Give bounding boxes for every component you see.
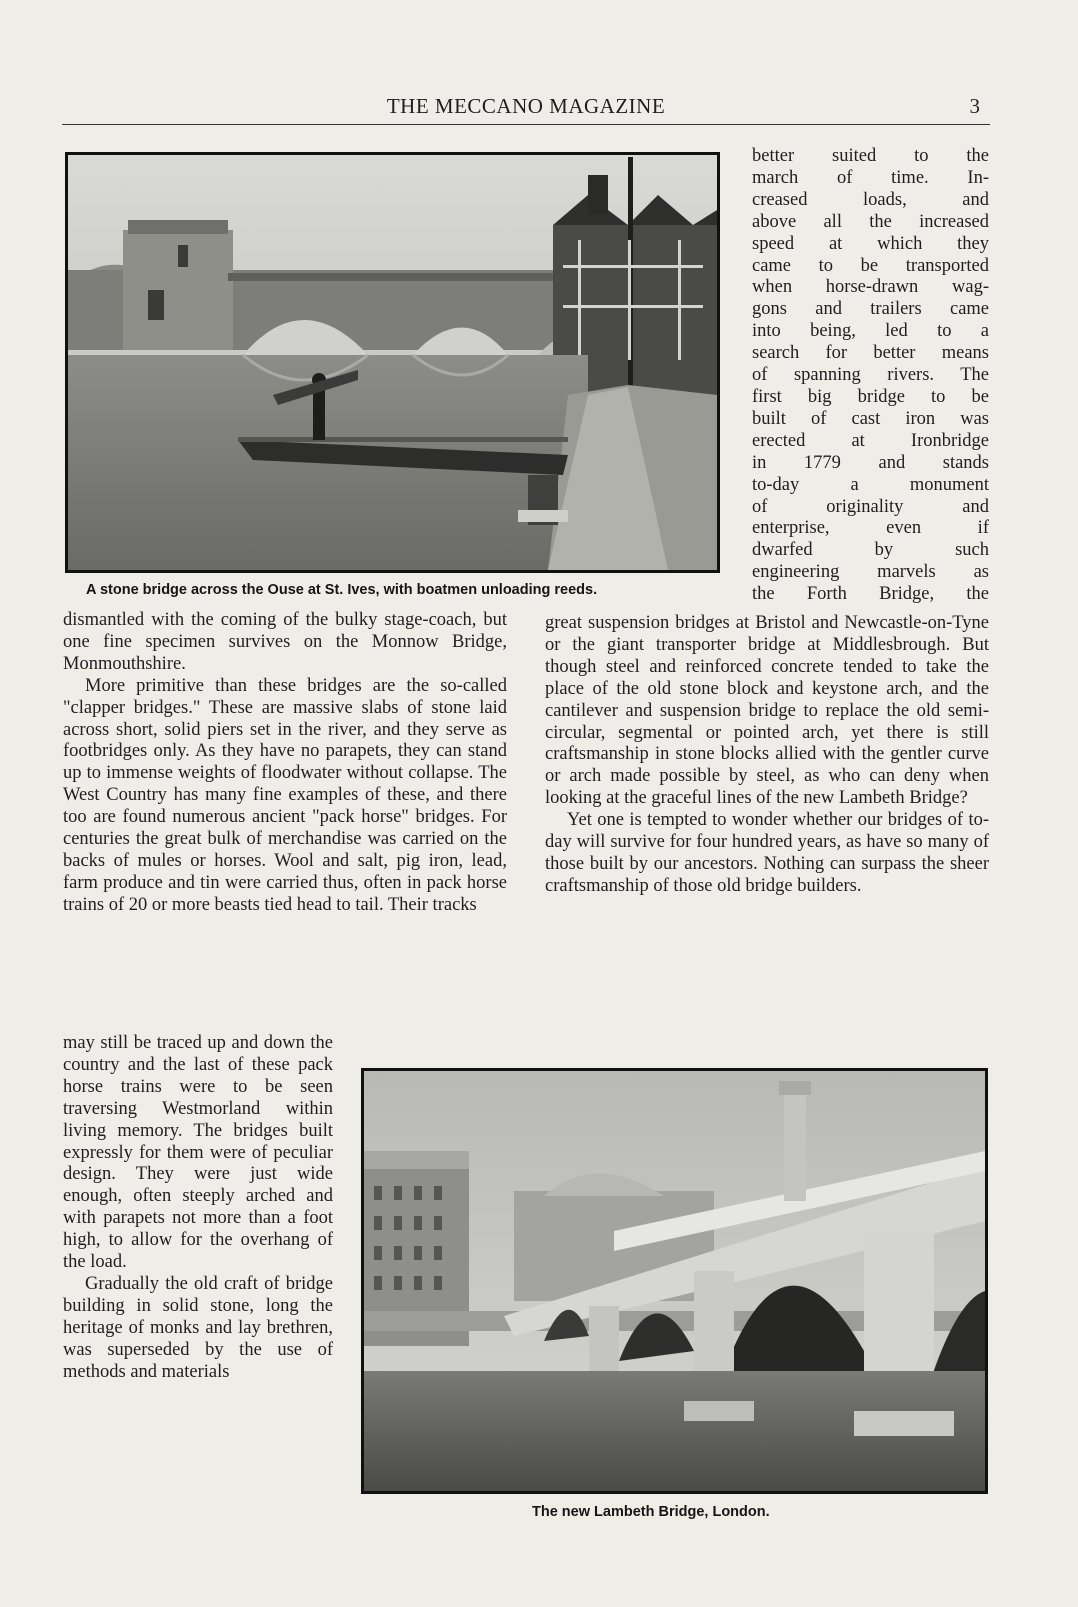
top-right-line: when horse-drawn wag- [752,277,989,298]
top-right-line: first big bridge to be [752,386,989,407]
top-right-line: better suited to the [752,146,989,166]
lambeth-bridge-photo [361,1068,988,1494]
top-right-line: speed at which they [752,233,989,254]
top-right-line: to-day a monument [752,474,989,495]
paragraph-survive: Yet one is tempted to wonder whether our bridges of to-day will survive for four hundred years, as have so many of those built by our ancestors. Nothing can surpass the sheer craftsmanship of those old bridge builders. [545,810,989,896]
top-right-line: the Forth Bridge, the [752,584,989,605]
paragraph-stage-coach: dismantled with the coming of the bulky stage-coach, but one fine specimen survives on the Monnow Bridge, Monmouthshire. [63,610,507,674]
article-left-narrow-column [63,1033,333,1384]
article-left-column [63,610,507,917]
lambeth-caption: The new Lambeth Bridge, London. [532,1504,770,1520]
paragraph-gradually: Gradually the old craft of bridge building in solid stone, long the heritage of monks and lay brethren, was superseded by the use of methods and materials [63,1273,333,1382]
top-right-line: engineering marvels as [752,562,989,583]
page-number: 3 [969,94,980,118]
top-right-line: above all the increased [752,211,989,232]
top-right-line: enterprise, even if [752,518,989,539]
top-right-line: gons and trailers came [752,299,989,320]
st-ives-bridge-photo [65,152,720,573]
top-right-column-lines [752,146,989,606]
top-right-line: creased loads, and [752,189,989,210]
paragraph-clapper-bridges: More primitive than these bridges are the so-called "clapper bridges." These are massive slabs of stone laid across short, solid piers set in the river, and they serve as footbridges only. As they have no parapets, they can stand up to immense weights of floodwater without collapse. The West Country has many fine examples of these, and there too are found numerous ancient "pack horse" bridges. For centuries the great bulk of merchandise was carried on the backs of mules or horses. Wool and salt, pig iron, lead, farm produce and tin were carried thus, often in pack horse trains of 20 or more beasts tied head to tail. Their tracks [63,675,507,915]
top-right-line: built of cast iron was [752,408,989,429]
paragraph-pack-horse: may still be traced up and down the country and the last of these pack horse trains were to be seen traversing Westmorland within living memory. The bridges built expressly for them were of peculiar design. They were just wide enough, often steeply arched and with parapets not more than a foot high, to allow for the overhang of the load. [63,1033,333,1273]
top-right-line: search for better means [752,343,989,364]
st-ives-bridge-illustration [68,155,717,570]
st-ives-caption: A stone bridge across the Ouse at St. Ives, with boatmen unloading reeds. [86,582,598,598]
article-top-right-column [752,146,989,606]
running-head [62,90,990,125]
magazine-title: THE MECCANO MAGAZINE [386,94,666,118]
top-right-line: of originality and [752,496,989,517]
top-right-line: erected at Ironbridge [752,430,989,451]
top-right-line: in 1779 and stands [752,452,989,473]
paragraph-steel-bridges: great suspension bridges at Bristol and Newcastle-on-Tyne or the giant transporter bridge at Middlesbrough. But though steel and reinforced concrete tended to take the place of the old stone block and keystone arch, and the cantilever and suspension bridge to replace the old semi-circular, segmental or pointed arch, yet there is still craftsmanship in stone blocks allied with the gentler curve or arch made possible by steel, as who can deny when looking at the graceful lines of the new Lambeth Bridge? [545,613,989,809]
top-right-line: into being, led to a [752,321,989,342]
lambeth-bridge-illustration [364,1071,985,1491]
top-right-line: dwarfed by such [752,540,989,561]
top-right-line: of spanning rivers. The [752,365,989,386]
article-right-column [545,613,989,898]
top-right-line: came to be transported [752,255,989,276]
top-right-line: march of time. In- [752,167,989,188]
